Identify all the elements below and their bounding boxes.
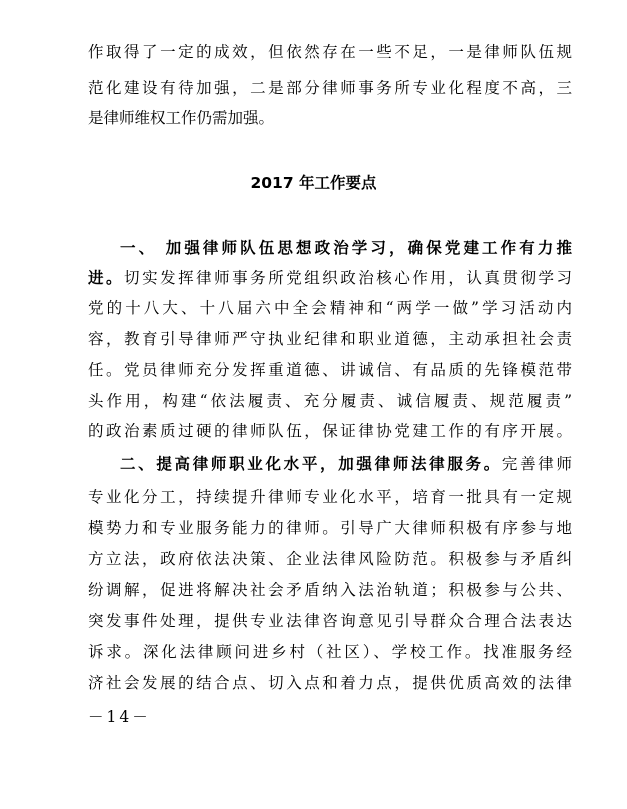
item1-line-6: 头作用，构建“依法履责、充分履责、诚信履责、规范履责” (88, 392, 572, 410)
item2-line-2: 专业化分工，持续提升律师专业化水平，培育一批具有一定规 (88, 488, 572, 506)
item2-line-3: 模势力和专业服务能力的律师。引导广大律师积极有序参与地 (88, 519, 572, 537)
item2-line-5: 纷调解，促进将解决社会矛盾纳入法治轨道；积极参与公共、 (88, 581, 572, 599)
item1-body-line-2: 切实发挥律师事务所党组织政治核心作用，认真贯彻学习 (124, 269, 572, 287)
item1-line-4: 容，教育引导律师严守执业纪律和职业道德，主动承担社会责 (88, 330, 572, 348)
item2-line-1 (120, 454, 572, 474)
item2-line-6: 突发事件处理，提供专业法律咨询意见引导群众合理合法表达 (88, 612, 572, 630)
item1-heading-line-2: 进。 (88, 268, 125, 287)
item1-line-2 (88, 268, 572, 288)
item2-line-7: 诉求。深化法律顾问进乡村（社区）、学校工作。找准服务经 (88, 643, 572, 661)
item2-line-4: 方立法，政府依法决策、企业法律风险防范。积极参与矛盾纠 (88, 550, 572, 568)
item2-body-line-1: 完善律师 (501, 455, 572, 473)
item1-line-3: 党的十八大、十八届六中全会精神和“两学一做”学习活动内 (88, 299, 572, 317)
item1-heading-line-1: 一、 加强律师队伍思想政治学习，确保党建工作有力推 (120, 238, 572, 257)
item1-line-5: 任。党员律师充分发挥重道德、讲诚信、有品质的先锋模范带 (88, 361, 572, 379)
item2-line-8: 济社会发展的结合点、切入点和着力点，提供优质高效的法律 (88, 674, 572, 692)
intro-line-1: 作取得了一定的成效，但依然存在一些不足，一是律师队伍规 (88, 43, 572, 61)
page-number: －14－ (88, 708, 151, 726)
item1-line-7: 的政治素质过硬的律师队伍，保证律协党建工作的有序开展。 (88, 422, 572, 440)
intro-line-3: 是律师维权工作仍需加强。 (88, 109, 275, 127)
item2-heading: 二、提高律师职业化水平，加强律师法律服务。 (120, 454, 502, 473)
section-title: 2017 年工作要点 (250, 174, 377, 192)
intro-line-2: 范化建设有待加强，二是部分律师事务所专业化程度不高，三 (88, 79, 572, 97)
